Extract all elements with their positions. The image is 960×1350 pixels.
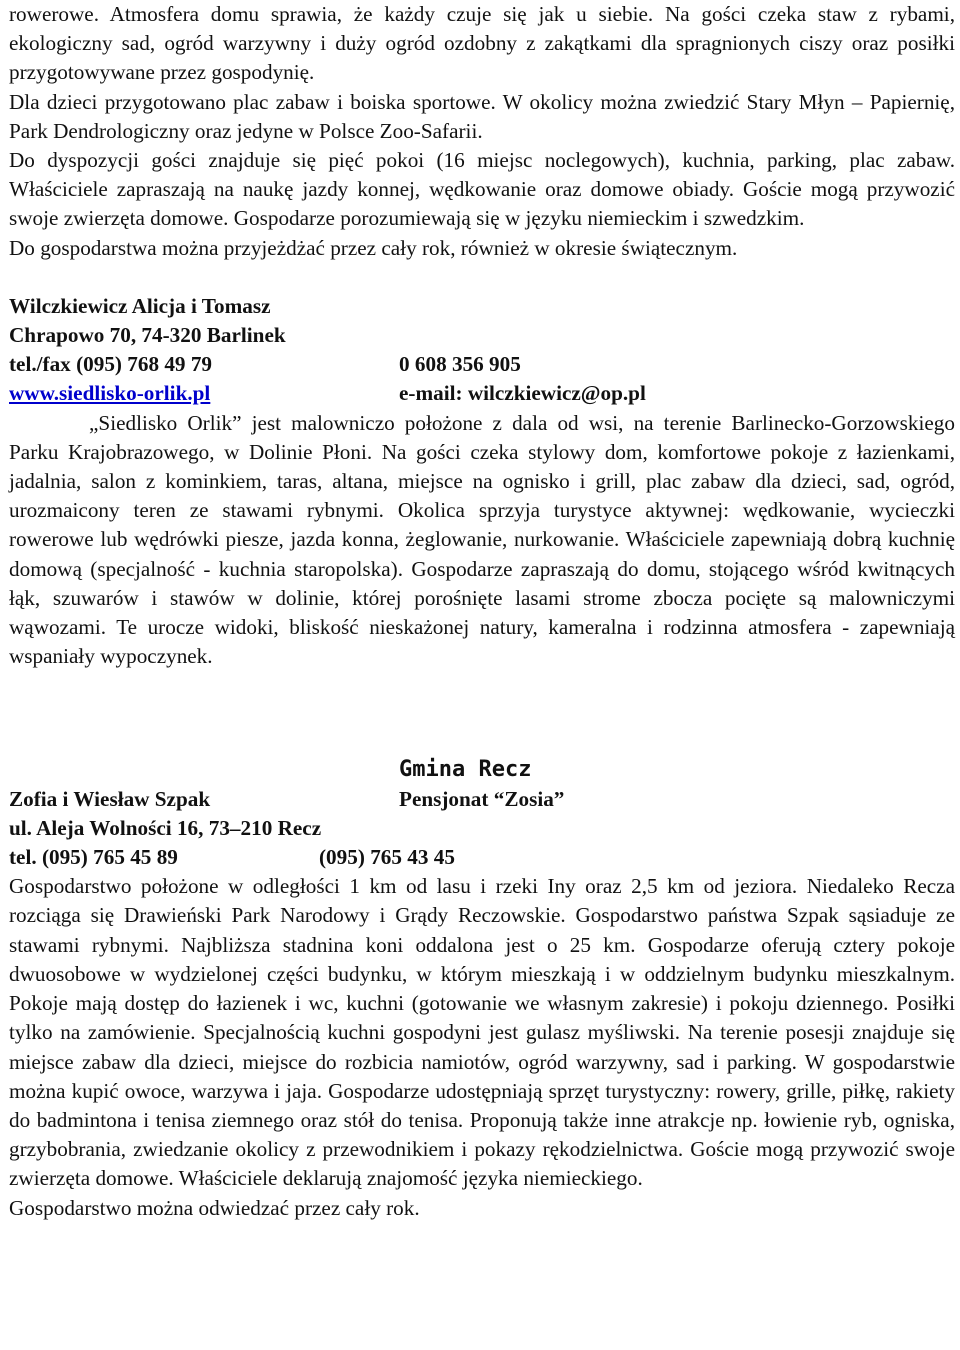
guesthouse-name: Pensjonat “Zosia”: [399, 786, 565, 811]
phone-row: [9, 350, 955, 379]
document-page: [9, 0, 955, 1223]
contact-row: [9, 379, 955, 408]
mobile: 0 608 356 905: [399, 352, 521, 377]
owner-name: Wilczkiewicz Alicja i Tomasz: [9, 293, 271, 318]
address: ul. Aleja Wolności 16, 73–210 Recz: [9, 815, 322, 840]
email: e-mail: wilczkiewicz@op.pl: [399, 381, 646, 406]
paragraph: Dla dzieci przygotowano plac zabaw i boiska sportowe. W okolicy można zwiedzić Stary Młyn – Papiernię, Park Dendrologiczny oraz jedyne w Polsce Zoo-Safarii.: [9, 89, 955, 143]
phone-2: (095) 765 43 45: [319, 845, 455, 870]
description: Gospodarstwo położone w odległości 1 km od lasu i rzeki Iny oraz 2,5 km od jeziora. Niedaleko Recza rozciąga się Drawieński Park Narodowy i Grądy Reczowskie. Gospodarstwo państwa Szpak sąsiaduje ze stawami rybnymi. Najbliższa stadnina koni oddalona jest o 25 km. Gospodarze oferują cztery pokoje dwuosobowe w wydzielonej części budynku, w którym mieszkają i w oddzielnym budynku mieszkalnym. Pokoje mają dostęp do łazienek i wc, kuchni (gotowanie we własnym zakresie) i pokoju dziennego. Posiłki tylko na zamówienie. Specjalnością kuchni gospodyni jest gulasz myśliwski. Na terenie posesji znajduje się miejsce zabaw dla dzieci, miejsce do rozbicia namiotów, ogród warzywny, sad i parking. W gospodarstwie można kupić owoce, warzywa i jaja. Gospodarze udostępniają sprzęt turystyczny: rowery, grille, piłkę, rakiety do badmintona i tenisa ziemnego oraz stół do tenisa. Proponują także inne atrakcje np. łowienie ryb, ogniska, grzybobrania, zwiedzanie okolicy z przewodnikiem i pokazy rękodzielnictwa. Goście mogą przywozić swoje zwierzęta domowe. Właściciele deklarują znajomość języka niemieckiego.: [9, 874, 955, 1191]
phone-row: [9, 843, 955, 872]
paragraph: rowerowe. Atmosfera domu sprawia, że każdy czuje się jak u siebie. Na gości czeka staw z rybami, ekologiczny sad, ogród warzywny i duży ogród ozdobny z zakątkami dla spragnionych ciszy oraz posiłki przygotowywane przez gospodynię.: [9, 2, 955, 85]
phone: tel./fax (095) 768 49 79: [9, 352, 213, 377]
listing-siedlisko-orlik: [9, 292, 955, 672]
phone: tel. (095) 765 45 89: [9, 845, 178, 870]
paragraph: Do dyspozycji gości znajduje się pięć pokoi (16 miejsc noclegowych), kuchnia, parking, plac zabaw. Właściciele zapraszają na naukę jazdy konnej, wędkowanie oraz domowe obiady. Goście mogą przywozić swoje zwierzęta domowe. Gospodarze porozumiewają się w języku niemieckim i szwedzkim.: [9, 148, 955, 231]
listing-pensjonat-zosia: [9, 755, 955, 1222]
address: Chrapowo 70, 74-320 Barlinek: [9, 323, 286, 348]
website-link[interactable]: www.siedlisko-orlik.pl: [9, 381, 211, 406]
section-intro: [9, 0, 955, 263]
paragraph: Do gospodarstwa można przyjeżdżać przez cały rok, również w okresie świątecznym.: [9, 235, 738, 260]
closing-note: Gospodarstwo można odwiedzać przez cały rok.: [9, 1195, 420, 1220]
owner-name: Zofia i Wiesław Szpak: [9, 786, 211, 811]
owner-row: [9, 785, 955, 814]
gmina-heading: Gmina Recz: [399, 757, 532, 783]
description: „Siedlisko Orlik” jest malowniczo położone z dala od wsi, na terenie Barlinecko-Gorzowskiego Parku Krajobrazowego, w Dolinie Płoni. Na gości czeka stylowy dom, komfortowe pokoje z łazienkami, jadalnia, salon z kominkiem, taras, altana, miejsce na ognisko i grill, plac zabaw dla dzieci, sad, ogród, urozmaicony teren ze stawami rybnymi. Okolica sprzyja turystyce aktywnej: wędkowanie, wycieczki rowerowe lub wędrówki piesze, jazda konna, żeglowanie, nurkowanie. Właściciele zapewniają dobrą kuchnię domową (specjalność - kuchnia staropolska). Gospodarze zapraszają do domu, stojącego wśród kwitnących łąk, szuwarów i stawów w dolinie, której porośnięte lasami strome zbocza pocięte są malowniczymi wąwozami. Te urocze widoki, bliskość nieskażonej natury, kameralna i rodzinna atmosfera - zapewniają wspaniały wypoczynek.: [9, 410, 955, 669]
